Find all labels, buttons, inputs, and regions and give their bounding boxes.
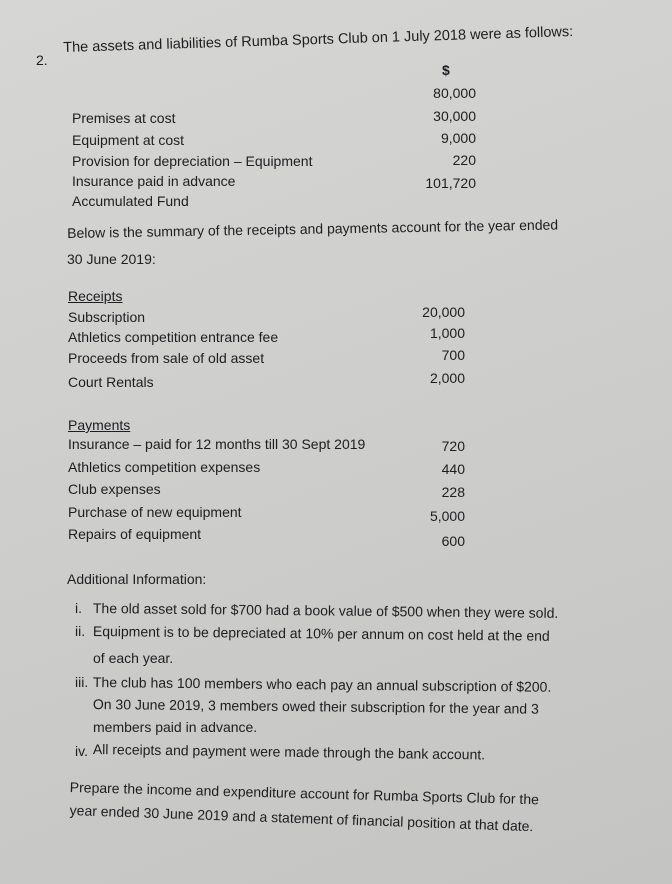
payment-label: Repairs of equipment [68,526,202,542]
receipt-value: 700 [441,347,465,363]
note-text: The old asset sold for $700 had a book value of $500 when they were sold. [92,600,559,621]
opening-label: Equipment at cost [72,132,185,148]
payment-value: 720 [441,438,465,454]
opening-label: Provision for depreciation – Equipment [72,153,313,169]
instruction: year ended 30 June 2019 and a statement of financial position at that date. [69,802,534,835]
note-text: members paid in advance. [93,719,258,735]
note-number: iii. [75,674,89,690]
opening-value: 220 [452,152,476,168]
opening-value: 9,000 [440,130,476,146]
note-number: ii. [75,623,86,639]
additional-heading: Additional Information: [67,571,207,587]
payment-label: Club expenses [68,481,161,497]
payment-label: Purchase of new equipment [68,504,242,520]
receipt-value: 20,000 [422,304,465,320]
summary-intro: 30 June 2019: [67,251,156,267]
note-text: On 30 June 2019, 3 members owed their subscription for the year and 3 [92,696,539,717]
opening-label: Accumulated Fund [72,193,189,209]
payment-value: 440 [441,461,465,477]
currency-header: $ [442,62,450,78]
receipt-value: 2,000 [429,370,465,386]
opening-label: Insurance paid in advance [72,173,236,189]
note-text: of each year. [93,650,174,666]
payment-label: Athletics competition expenses [68,459,261,475]
payments-heading: Payments [68,417,131,433]
receipts-heading: Receipts [68,288,123,304]
question-number: 2. [36,52,48,68]
note-text: Equipment is to be depreciated at 10% per annum on cost held at the end [92,623,550,644]
question-title: The assets and liabilities of Rumba Sports Club on 1 July 2018 were as follows: [63,23,574,56]
note-text: All receipts and payment were made through the bank account. [92,741,486,763]
receipt-label: Proceeds from sale of old asset [68,350,265,366]
opening-value: 101,720 [425,175,476,191]
receipt-label: Court Rentals [68,374,154,390]
opening-value: 80,000 [433,85,476,101]
opening-value: 30,000 [433,108,476,124]
summary-intro: Below is the summary of the receipts and payments account for the year ended [67,216,559,241]
note-number: i. [75,600,82,616]
receipt-value: 1,000 [429,325,465,341]
payment-label: Insurance – paid for 12 months till 30 Sept 2019 [68,436,366,452]
payment-value: 5,000 [429,508,465,524]
payment-value: 600 [441,533,465,549]
receipt-label: Athletics competition entrance fee [68,329,279,345]
opening-label: Premises at cost [72,110,176,126]
payment-value: 228 [441,484,465,500]
note-text: The club has 100 members who each pay an annual subscription of $200. [92,674,552,695]
instruction: Prepare the income and expenditure account for Rumba Sports Club for the [69,779,540,808]
note-number: iv. [75,743,88,759]
receipt-label: Subscription [68,309,146,325]
